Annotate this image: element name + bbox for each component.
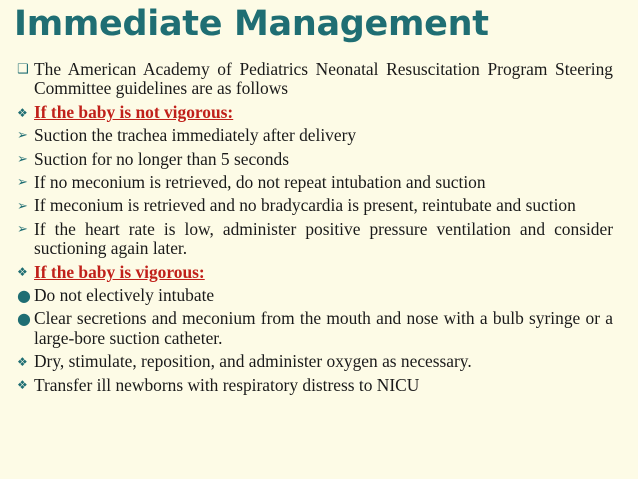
diamond-bullet-icon: ❖ — [17, 105, 28, 120]
arrowhead-bullet-icon: ➢ — [17, 198, 28, 214]
slide-title: Immediate Management — [14, 4, 489, 44]
bullet-list — [17, 60, 613, 399]
item-text: Transfer ill newborns with respiratory distress to NICU — [34, 374, 420, 395]
item-text: Suction for no longer than 5 seconds — [34, 148, 290, 169]
arrowhead-bullet-icon: ➢ — [17, 175, 28, 191]
list-item — [17, 60, 613, 99]
diamond-bullet-icon: ❖ — [17, 354, 28, 369]
item-text: If the heart rate is low, administer positive pressure ventilation and consider suctioning again later. — [34, 218, 613, 259]
item-text: Do not electively intubate — [34, 285, 215, 306]
list-item — [17, 150, 613, 169]
item-text: Suction the trachea immediately after delivery — [34, 125, 357, 146]
item-text: If meconium is retrieved and no bradycardia is present, reintubate and suction — [34, 195, 576, 216]
list-item — [17, 263, 613, 282]
list-item — [17, 173, 613, 192]
item-text: Clear secretions and meconium from the mouth and nose with a bulb syringe or a large-bore suction catheter. — [34, 308, 613, 348]
item-text: Dry, stimulate, reposition, and administer oxygen as necessary. — [34, 351, 472, 372]
section-heading-not-vigorous: If the baby is not vigorous: — [34, 101, 234, 122]
item-text: The American Academy of Pediatrics Neonatal Resuscitation Program Steering Committee guidelines are as follows — [34, 59, 613, 99]
list-item — [17, 103, 613, 122]
list-item — [17, 376, 613, 395]
section-heading-vigorous: If the baby is vigorous: — [34, 261, 205, 282]
list-item — [17, 309, 613, 348]
diamond-bullet-icon: ❖ — [17, 265, 28, 280]
list-item — [17, 126, 613, 145]
list-item — [17, 352, 613, 371]
arrowhead-bullet-icon: ➢ — [17, 151, 28, 167]
list-item — [17, 220, 613, 259]
diamond-bullet-icon: ❖ — [17, 378, 28, 393]
list-item — [17, 286, 613, 305]
hollow-square-bullet-icon: ❑ — [17, 62, 29, 78]
list-item — [17, 196, 613, 215]
arrowhead-bullet-icon: ➢ — [17, 128, 28, 144]
dot-bullet-icon: ● — [17, 309, 31, 329]
dot-bullet-icon: ● — [17, 285, 31, 305]
item-text: If no meconium is retrieved, do not repeat intubation and suction — [34, 172, 486, 193]
arrowhead-bullet-icon: ➢ — [17, 222, 28, 238]
